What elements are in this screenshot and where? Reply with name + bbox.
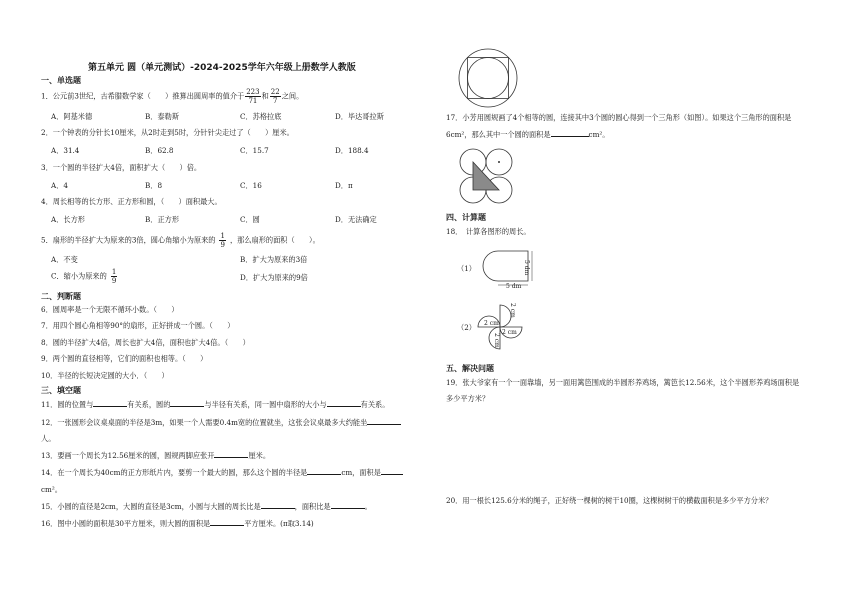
inner-circle [468, 58, 509, 99]
option-4b[interactable]: B．正方形 [145, 215, 180, 224]
question-14: 14．在一个周长为40cm的正方形纸片内，要剪一个最大的圆，那么这个圆的半径是 cm，面积是 [41, 468, 403, 477]
option-2d[interactable]: D．188.4 [335, 146, 369, 155]
figure-label-2: （2） [457, 323, 476, 332]
question-6: 6．圆周率是一个无限不循环小数。（ ） [41, 305, 179, 314]
question-20: 20．用一根长125.6分米的绳子，正好绕一棵树的树干10圈，这棵树树干的横截面积是多少平方分米？ [446, 496, 773, 505]
answer-blank[interactable] [551, 136, 589, 137]
question-18: 18． 计算各图形的周长。 [446, 227, 531, 236]
question-5-end: ，那么扇形的面积（ ）。 [229, 235, 320, 245]
question-4: 4．周长相等的长方形、正方形和圆，（ ）面积最大。 [41, 197, 222, 206]
answer-blank[interactable] [210, 525, 244, 526]
question-1-text: 1．公元前3世纪，古希腊数学家（ ）推算出圆周率的值介于 [41, 91, 245, 101]
side-dimension-label: 5 dm [523, 260, 530, 276]
bottom-dimension-label: 5 dm [506, 283, 522, 290]
option-2a[interactable]: A．31.4 [51, 146, 80, 155]
fraction-223-71: $\frac{223}{71}$ [246, 88, 260, 105]
option-3c[interactable]: C．16 [240, 181, 262, 190]
answer-blank[interactable] [381, 474, 403, 475]
question-8: 8．圆的半径扩大4倍，周长也扩大4倍，面积也扩大4倍。（ ） [41, 338, 250, 347]
center-dot [498, 161, 500, 163]
answer-blank[interactable] [327, 406, 361, 407]
question-17-line2: 6cm²，那么其中一个圆的面积是 cm²。 [446, 130, 610, 139]
option-5c[interactable]: C．缩小为原来的 $\frac{1}{9}$ [51, 268, 117, 285]
square-circle-figure [458, 48, 518, 108]
answer-blank[interactable] [93, 406, 127, 407]
dimension-label-right: 2 cm [502, 329, 517, 336]
option-3b[interactable]: B．8 [145, 181, 163, 190]
question-12-end: 人。 [41, 434, 56, 443]
fraction-1-9: $\frac{1}{9}$ [220, 232, 225, 249]
shaded-triangle [473, 162, 499, 190]
figure-label-1: （1） [457, 264, 476, 273]
answer-blank[interactable] [307, 474, 341, 475]
section-heading-single-choice: 一、单选题 [41, 76, 81, 85]
section-heading-word-problems: 五、解决问题 [446, 364, 494, 373]
answer-blank[interactable] [331, 508, 365, 509]
option-5a[interactable]: A．不变 [51, 255, 78, 264]
question-7: 7．用四个圆心角相等90°的扇形，正好拼成一个圆。（ ） [41, 321, 235, 330]
question-12: 12．一张圆形会议桌桌面的半径是3m，如果一个人需要0.4m宽的位置就坐，这张会议桌最多大约能坐 [41, 418, 401, 427]
question-3: 3．一个圆的半径扩大4倍，面积扩大（ ）倍。 [41, 163, 202, 172]
option-3d[interactable]: D．π [335, 181, 353, 190]
question-10: 10．半径的长短决定圆的大小．（ ） [41, 371, 169, 380]
option-5b[interactable]: B．扩大为原来的3倍 [240, 255, 308, 264]
question-11: 11．圆的位置与 有关系，圆的 与半径有关系，同一圆中扇形的大小与 有关系。 [41, 400, 390, 409]
option-2b[interactable]: B．62.8 [145, 146, 174, 155]
question-15: 15．小圆的直径是2cm，大圆的直径是3cm，小圆与大圆的周长比是 ，面积比是 。 [41, 502, 372, 511]
section-heading-true-false: 二、判断题 [41, 292, 81, 301]
question-17: 17．小芳用圆规画了4个相等的圆，连接其中3个圆的圆心得到一个三角形（如图）。如果这个三角形的面积是 [446, 113, 792, 122]
option-1a[interactable]: A．阿基米德 [51, 112, 93, 121]
four-circles-figure [458, 148, 518, 206]
section-heading-fill-in: 三、填空题 [41, 386, 81, 395]
question-19: 19．张大爷家有一个一面靠墙，另一面用篱笆围成的半圆形养鸡场，篱笆长12.56米，这个半圆形养鸡场面积是 [446, 378, 800, 387]
question-19-line2: 多少平方米？ [446, 394, 490, 403]
dimension-label-top: 2 cm [509, 303, 516, 318]
dimension-label-bottom: 2 cm [493, 333, 500, 348]
answer-blank[interactable] [367, 424, 401, 425]
question-5 [41, 232, 320, 249]
question-1 [41, 88, 303, 105]
option-1b[interactable]: B．泰勒斯 [145, 112, 180, 121]
option-1c[interactable]: C．苏格拉底 [240, 112, 282, 121]
fraction-22-7: $\frac{22}{7}$ [270, 88, 280, 105]
section-heading-calculation: 四、计算题 [446, 213, 486, 222]
question-1-end: 之间。 [281, 91, 304, 101]
answer-blank[interactable] [261, 508, 295, 509]
question-2: 2．一个钟表的分针长10厘米，从2时走到5时，分针针尖走过了（ ）厘米。 [41, 128, 294, 137]
question-16: 16．图中小圆的面积是30平方厘米，则大圆的面积是 平方厘米。(π取3.14) [41, 519, 314, 528]
option-4a[interactable]: A．长方形 [51, 215, 85, 224]
answer-blank[interactable] [214, 457, 248, 458]
fraction-1-9-option: $\frac{1}{9}$ [111, 268, 117, 285]
page-title: 第五单元 圆（单元测试）-2024-2025学年六年级上册数学人教版 [88, 63, 356, 73]
answer-blank[interactable] [170, 406, 204, 407]
option-2c[interactable]: C．15.7 [240, 146, 269, 155]
option-1d[interactable]: D．毕达哥拉斯 [335, 112, 384, 121]
question-14-end: cm²。 [41, 485, 62, 494]
semicircle-rectangle-outline [483, 251, 528, 281]
option-4c[interactable]: C．圆 [240, 215, 260, 224]
question-13: 13．要画一个周长为12.56厘米的圆，圆规两脚应张开 厘米。 [41, 451, 271, 460]
question-9: 9．两个圆的直径相等，它们的面积也相等。（ ） [41, 354, 208, 363]
option-5d[interactable]: D．扩大为原来的9倍 [240, 273, 308, 282]
question-5-text: 5．扇形的半径扩大为原来的3倍，圆心角缩小为原来的 [41, 235, 216, 245]
question-1-and: 和 [261, 91, 269, 101]
option-3a[interactable]: A．4 [51, 181, 68, 190]
dimension-label-left: 2 cm [484, 320, 499, 327]
option-4d[interactable]: D．无法确定 [335, 215, 377, 224]
